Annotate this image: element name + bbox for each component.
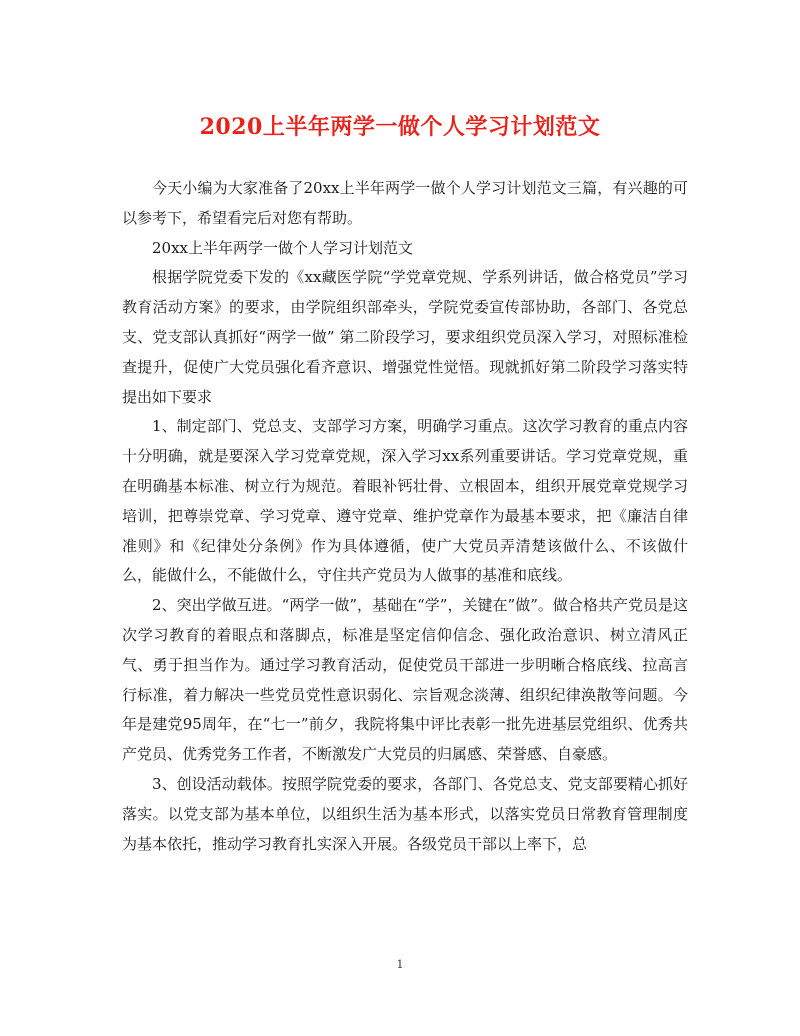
intro-paragraph: 今天小编为大家准备了20xx上半年两学一做个人学习计划范文三篇，有兴趣的可以参考下，希望看完后对您有帮助。 — [122, 179, 688, 227]
body-paragraph: 2、突出学做互进。“两学一做”，基础在“学”，关键在”做”。做合格共产党员是这次学习教育的着眼点和落脚点，标准是坚定信仰信念、强化政治意识、树立清风正气、勇于担当作为。通过学习教育活动，促使党员干部进一步明晰合格底线、拉高言行标准，着力解决一些党员党性意识弱化、宗旨观念淡薄、组织纪律涣散等问题。今年是建党95周年，在“七一”前夕，我院将集中评比表彰一批先进基层党组织、优秀共产党员、优秀党务工作者，不断激发广大党员的归属感、荣誉感、自豪感。 — [122, 596, 688, 764]
body-paragraph: 1、制定部门、党总支、支部学习方案，明确学习重点。这次学习教育的重点内容十分明确，就是要深入学习党章党规，深入学习xx系列重要讲话。学习党章党规，重在明确基本标准、树立行为规范。着眼补钙壮骨、立根固本，组织开展党章党规学习培训，把尊崇党章、学习党章、遵守党章、维护党章作为最基本要求，把《廉洁自律准则》和《纪律处分条例》作为具体遵循，使广大党员弄清楚该做什么、不该做什么，能做什么，不能做什么，守住共产党员为人做事的基准和底线。 — [122, 417, 688, 585]
document-body — [122, 174, 688, 859]
section-heading: 20xx上半年两学一做个人学习计划范文 — [152, 238, 414, 257]
page-number: 1 — [396, 958, 404, 971]
body-paragraph: 3、创设活动载体。按照学院党委的要求，各部门、各党总支、党支部要精心抓好落实。以党支部为基本单位，以组织生活为基本形式，以落实党员日常教育管理制度为基本依托，推动学习教育扎实深入开展。各级党员干部以上率下，总 — [122, 774, 688, 853]
document-title: 2020上半年两学一做个人学习计划范文 — [199, 114, 601, 140]
body-paragraph: 根据学院党委下发的《xx藏医学院“学党章党规、学系列讲话，做合格党员”学习教育活动方案》的要求，由学院组织部牵头，学院党委宣传部协助，各部门、各党总支、党支部认真抓好“两学一做” 第二阶段学习，要求组织党员深入学习，对照标准检查提升，促使广大党员强化看齐意识、增强党性觉悟。现就抓好第二阶段学习落实特提出如下要求 — [122, 268, 688, 406]
